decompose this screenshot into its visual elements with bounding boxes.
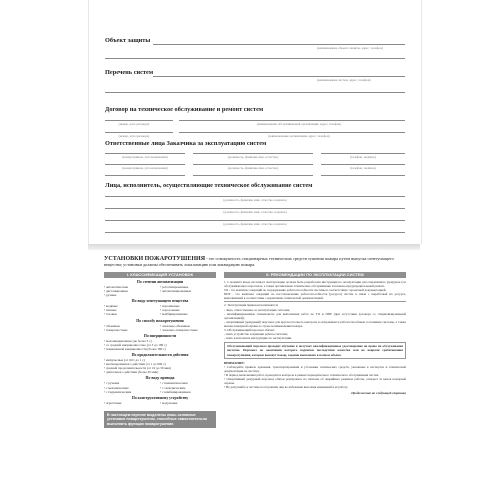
systems-title: Перечень систем <box>105 69 154 76</box>
list-item: • с электрическим <box>160 385 186 390</box>
intro-text: - это совокупность стационарных технических средств тушения пожара путем выпуска огнетушащего вещества; установки должны обеспечивать локализацию или ликвидацию пожара. <box>104 256 394 267</box>
divider <box>224 301 406 302</box>
list-item: • локально-поверхностные <box>160 327 198 332</box>
list-item: • агрегатные <box>104 400 122 405</box>
rec-para-7: - оперативный (дежурный) персонал для круглосуточного контроля за исправным и работоспособным состоянием системы, а также вызова пожарной охраны в случае возникновения пожара. <box>224 319 406 328</box>
classification-column <box>104 272 216 428</box>
list-item: • со средней инерционностью (от 3 до 180 с) <box>104 342 167 347</box>
responsible-title: Ответственные лица Заказчика за эксплуатацию систем <box>105 140 267 147</box>
contract-caption-2: (наименование обслуживающей организации, адрес, телефон) <box>256 122 342 126</box>
persons-title: Лица, исполнитель, осуществляющие техническое обслуживание систем <box>105 182 313 189</box>
rec-para-5: - лицо, ответственное за эксплуатацию системы; <box>224 307 291 312</box>
rec-para-10: - знать и исполнять инструкцию по эксплуатации. <box>224 336 292 341</box>
info-page <box>88 250 420 500</box>
group-title: По виду огнетушащего вещества <box>131 299 189 304</box>
group-title: По виду привода <box>145 376 175 381</box>
list-item: • с механическим <box>104 385 129 390</box>
list-item: • автоматизированные <box>160 289 192 294</box>
resp-line-3b <box>193 175 313 176</box>
object-title: Объект защиты <box>105 37 151 44</box>
recommendations-header: II. РЕКОМЕНДАЦИИ ПО ЭКСПЛУАТАЦИИ СИСТЕМ <box>224 272 406 278</box>
resp-caption-1: (номер приказа, дата назначения) <box>122 155 168 159</box>
resp-line-2c <box>321 164 405 165</box>
resp-line-3c <box>321 175 405 176</box>
list-item: • длительного действия (более 30 мин) <box>104 370 159 375</box>
resp-line-2a <box>105 164 185 165</box>
resp-caption-3: (телефон, подпись) <box>349 155 377 159</box>
contract-caption-1: (номер, дата договора) <box>118 122 150 126</box>
list-item: • кратковременного действия (от 1 до 600 с) <box>104 362 166 367</box>
list-item: • объемные <box>104 323 120 328</box>
resp-caption-2: (должность, фамилия, имя, отчество) <box>227 155 279 159</box>
contract-caption-4: (наименование организации, адрес, телефон) <box>268 134 330 138</box>
intro-paragraph <box>104 256 406 268</box>
list-item: • поверхностные <box>104 327 128 332</box>
list-item: • с гидравлическим <box>104 389 132 394</box>
rec-bullet: • Не допускайте к системе посторонних лиц во избежание внесения изменений в её работу. <box>224 385 348 390</box>
persons-line-1 <box>105 196 405 197</box>
rec-attention: ВНИМАНИЕ! <box>224 360 245 365</box>
persons-caption-1: (должность, фамилия, имя, отчество, подпись) <box>223 198 287 202</box>
list-item: • пенные <box>104 308 117 313</box>
object-line-2 <box>105 58 405 59</box>
list-item: • дистанционные <box>104 289 128 294</box>
list-item: • комбинированные <box>160 312 188 317</box>
list-item: • импульсные (от 0,01 до 1 с) <box>104 358 145 363</box>
intro-bold: УСТАНОВКИ ПОЖАРОТУШЕНИЯ <box>104 256 206 262</box>
rec-para-9: - знать устройство и принцип работы системы; <box>224 332 288 337</box>
list-item: • автоматические <box>104 285 129 289</box>
classification-note: В настоящем перечне выделены лишь основные установки пожаротушения, способные самостоятельно выполнять функции пожаротушения <box>104 411 216 429</box>
list-item: • газовые <box>104 312 117 317</box>
resp-line-3a <box>105 175 185 176</box>
continued-note: Продолжение на следующей странице <box>351 391 406 396</box>
classification-header: I. КЛАССИФИКАЦИЯ УСТАНОВОК <box>104 272 216 278</box>
list-item: • порошковые <box>160 304 180 309</box>
rec-bullet: • В период выполнения работ, проводится контроль в рамках периодического технического обслуживания систем. <box>224 372 380 377</box>
list-item: • ручные <box>104 293 117 298</box>
list-item: • с комбинированным <box>160 389 191 394</box>
rec-para-4: 2. Эксплуатация приказом назначаются: <box>224 303 279 308</box>
resp-caption-6: (телефон, подпись) <box>349 166 377 170</box>
systems-line <box>153 76 405 77</box>
group-title: По инерционности <box>143 333 177 338</box>
resp-line-1a <box>105 153 185 154</box>
rec-para-1: 1. С момента ввода системы в эксплуатацию должна быть разработана инструкция по эксплуатации для оперативного (дежурного) и обслуживающего персонала, а также организовано техническое обслуживание и планово-предупредительный ремонт. <box>224 280 406 289</box>
contract-title: Договор на техническое обслуживание и ремонт систем <box>105 106 264 113</box>
list-item: • аэрозольные <box>160 308 180 313</box>
rec-warning-box: Обслуживающий персонал проходит обучение в получает квалификационное удостоверение на право на обслуживание системы. Персонал по окончании которого подписки последствия качества или не вовремя срабатывания пожаротушения, которые вызовут пожар, задание выполнено в полном объеме. <box>224 342 406 358</box>
contract-line-b <box>179 120 405 121</box>
list-item: • с пневматическим <box>160 381 188 386</box>
rec-para-3: ППР - это комплекс операций по восстановлению работоспособности (ресурса) систем в связи с выработкой их ресурса, выполняемый в соответствии с нормативно-технической документацией. <box>224 292 406 301</box>
systems-caption: (наименование систем, адрес, телефон) <box>317 78 371 82</box>
list-item: • модульные <box>160 400 178 405</box>
resp-caption-5: (должность, фамилия, имя, отчество) <box>227 166 279 170</box>
contract-line-c <box>105 132 173 133</box>
persons-caption-2: (должность, фамилия, имя, отчество, подпись) <box>223 210 287 214</box>
object-line <box>153 44 405 45</box>
list-item: • повышенной инерционности (более 180 с) <box>104 346 166 351</box>
rec-bullet: • Соблюдайте правила хранения, транспортирования и установки технических средств, указанные в паспортах и технической документации на систему. <box>224 364 406 373</box>
group-title: По степени автоматизации <box>136 280 184 284</box>
rec-para-2: ТО - это комплекс операций по поддержанию работоспособности системы в соответствии с проектной документацией. <box>224 288 387 293</box>
rec-bullet: • Оперативный дежурный персонал обязан реагировать на сигналы об аварийных режимах работы, отвечает за вызов пожарной охраны. <box>224 376 406 386</box>
systems-line-2 <box>105 92 405 93</box>
resp-caption-4: (номер приказа, дата назначения) <box>122 166 168 170</box>
resp-line-1b <box>193 153 313 154</box>
list-item: • роботизированные <box>160 285 189 289</box>
contract-line-d <box>179 132 405 133</box>
persons-line-3 <box>105 220 405 221</box>
persons-line-4 <box>105 232 405 233</box>
resp-line-2b <box>193 164 313 165</box>
list-item: • водяные <box>104 304 118 309</box>
rec-para-8: 3. Обслуживающий персонал обязан: <box>224 328 275 333</box>
group-title: По способу пожаротушения <box>136 318 184 323</box>
contract-caption-3: (номер, дата договора) <box>118 134 150 138</box>
resp-line-1c <box>321 153 405 154</box>
group-title: По конструктивному устройству <box>131 395 189 400</box>
list-item: • с ручным <box>104 381 120 386</box>
persons-caption-3: (должность, фамилия, имя, отчество, подпись) <box>223 222 287 226</box>
list-item: • малоинерционные (не более 3 с) <box>104 338 152 343</box>
list-item: • средней продолжительности (от 10 до 30 мин) <box>104 366 172 371</box>
rec-para-6: - квалифицированные специалисты для выполнения работ по ТО и ППР (при отсутствии договора со специализированной организацией); <box>224 311 406 320</box>
contract-line-a <box>105 120 173 121</box>
persons-line-2 <box>105 208 405 209</box>
form-page <box>88 0 422 244</box>
list-item: • локально-объемные <box>160 323 190 328</box>
group-title: По продолжительности действия <box>131 353 189 358</box>
object-caption: (наименование объекта защиты, адрес, телефон) <box>317 46 383 50</box>
recommendations-column <box>224 272 406 395</box>
